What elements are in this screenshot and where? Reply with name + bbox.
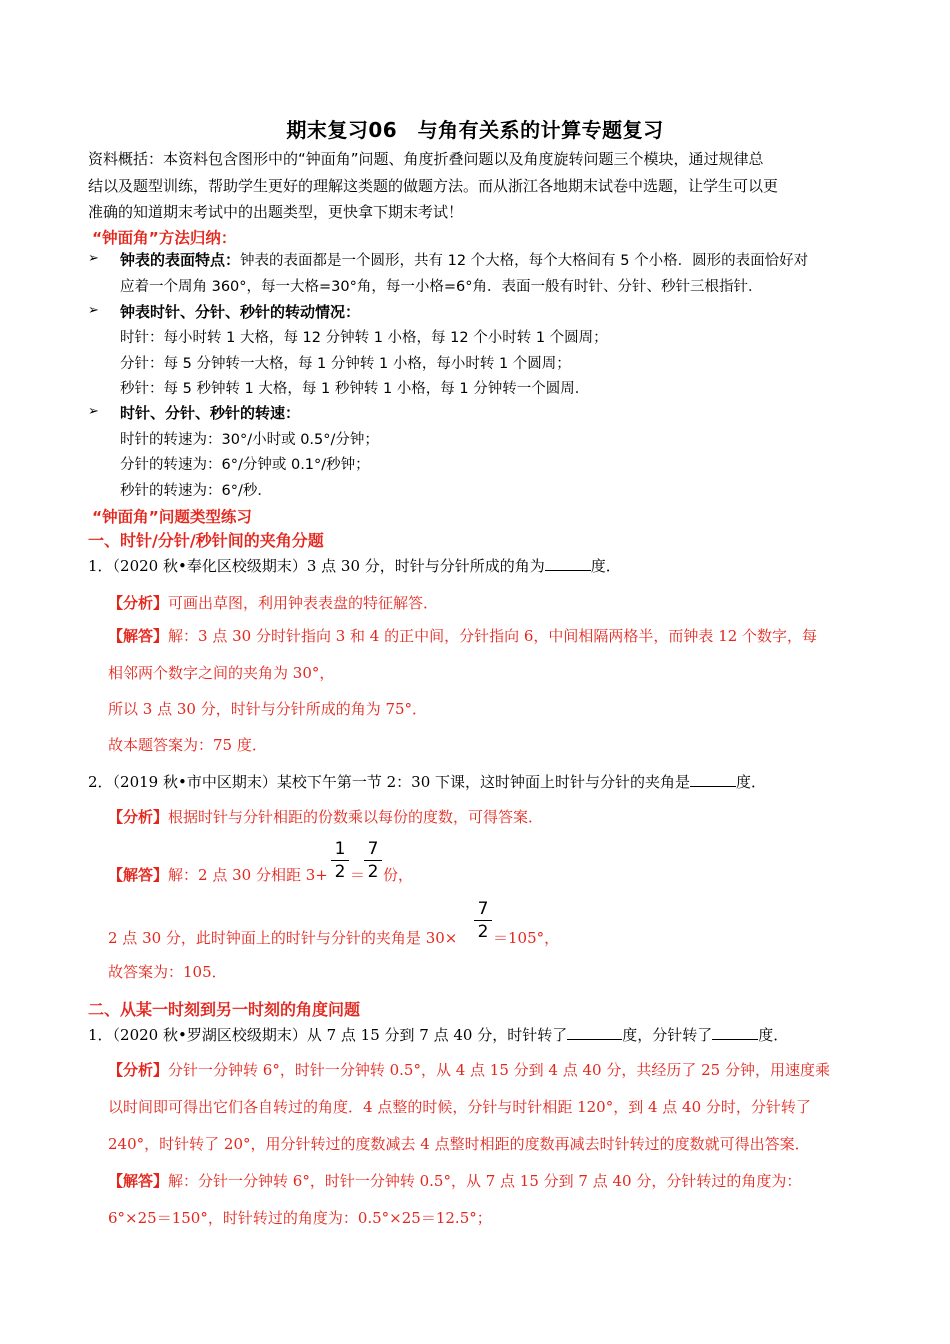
solution-line: 故本题答案为：75 度． [108,736,267,754]
analysis-line [108,1059,830,1080]
question-text: （2020 秋•罗湖区校级期末）从 7 点 15 分到 7 点 40 分，时针转了 [112,1026,568,1044]
question-number: 1． [88,1026,113,1044]
analysis-tag: 【分析】 [108,1061,169,1079]
solution-tag: 【解答】 [108,1172,169,1190]
question-number: 1． [88,557,113,575]
solution-line [108,625,817,646]
analysis-line [108,806,543,827]
fraction-bar [474,920,492,921]
bullet-line [120,249,808,270]
question-text: 度，分针转了 [622,1026,713,1044]
question-text: 度． [736,773,767,791]
solution-line: 相邻两个数字之间的夹角为 30°， [108,664,335,682]
intro-line: 准确的知道期末考试中的出题类型，更快拿下期末考试！ [88,203,464,221]
analysis-text: 可画出草图，利用钟表表盘的特征解答． [168,594,439,612]
question-line [88,771,766,792]
solution-text: 解：分针一分钟转 6°，时针一分钟转 0.5°，从 7 点 15 分到 7 点 40 分，分针转过的角度为： [168,1172,802,1190]
arrow-icon: ➢ [88,251,99,266]
bullet-line: 时针的转速为：30°/小时或 0.5°/分钟； [120,432,379,448]
question-number: 2． [88,773,113,791]
solution-text: 份， [383,866,414,884]
answer-blank [690,772,736,787]
answer-blank [567,1025,622,1040]
fraction-denominator: 2 [477,922,489,942]
practice-heading: “钟面角”问题类型练习 [92,508,252,526]
question-text: （2020 秋•奉化区校级期末）3 点 30 分，时针与分针所成的角为 [112,557,545,575]
analysis-line: 以时间即可得出它们各自转过的角度．4 点整的时候，分针与时针相距 120°，到 4 点 40 分时，分针转了 [108,1098,811,1116]
question-text: 度． [590,557,621,575]
analysis-tag: 【分析】 [108,808,169,826]
analysis-line: 240°，时针转了 20°，用分针转过的度数减去 4 点整时相距的度数再减去时针转过的度数就可得出答案． [108,1135,810,1153]
solution-line: 所以 3 点 30 分，时针与分针所成的角为 75°． [108,700,428,718]
solution-line: 故答案为：105． [108,963,227,981]
analysis-line [108,592,438,613]
solution-line [108,864,328,885]
fraction-bar [331,860,349,861]
fraction [364,839,382,882]
bullet-line: 分针：每 5 分钟转一大格，每 1 分钟转 1 小格，每小时转 1 个圆周； [120,356,571,372]
bullet-line: 应着一个周角 360°，每一大格=30°角，每一小格=6°角．表面一般有时针、分针、秒针三根指针． [120,279,763,295]
question-text: 度． [758,1026,789,1044]
fraction-bar [364,860,382,861]
bullet-line: 秒针的转速为：6°/秒． [120,483,272,499]
analysis-text: 根据时针与分针相距的份数乘以每份的度数，可得答案． [168,808,544,826]
solution-tag: 【解答】 [108,866,169,884]
solution-line: 2 点 30 分，此时钟面上的时针与分针的夹角是 30× [108,929,458,947]
solution-text: 解：3 点 30 分时针指向 3 和 4 的正中间，分针指向 6，中间相隔两格半，而钟表 12 个数字，每 [168,627,818,645]
bullet-heading: 钟表的表面特点： [120,251,241,269]
page-title: 期末复习06 与角有关系的计算专题复习 [286,118,664,142]
section-heading: 二、从某一时刻到另一时刻的角度问题 [88,1000,361,1019]
answer-blank [712,1025,758,1040]
solution-text: ＝ [350,866,366,884]
bullet-line: 分针的转速为：6°/分钟或 0.1°/秒钟； [120,457,370,473]
solution-text: ＝105°， [493,929,560,947]
question-text: （2019 秋•市中区期末）某校下午第一节 2：30 下课，这时钟面上时针与分针的夹角是 [112,773,691,791]
question-line [88,555,621,576]
method-heading: “钟面角”方法归纳： [92,229,237,247]
answer-blank [545,556,591,571]
intro-line: 资料概括：本资料包含图形中的“钟面角”问题、角度折叠问题以及角度旋转问题三个模块，通过规律总 [88,150,764,168]
fraction-numerator: 1 [334,839,346,859]
bullet-text: 钟表的表面都是一个圆形，共有 12 个大格，每个大格间有 5 个小格．圆形的表面恰好对 [240,253,809,269]
solution-line [108,1170,801,1191]
bullet-line: 时针：每小时转 1 大格，每 12 分钟转 1 小格，每 12 个小时转 1 个圆周； [120,330,608,346]
fraction [474,899,492,942]
fraction-numerator: 7 [367,839,379,859]
analysis-text: 分针一分钟转 6°，时针一分钟转 0.5°，从 4 点 15 分到 4 点 40 分，共经历了 25 分钟，用速度乘 [168,1061,830,1079]
question-line [88,1024,788,1045]
arrow-icon: ➢ [88,404,99,419]
section-heading: 一、时针/分针/秒针间的夹角分题 [88,531,324,550]
analysis-tag: 【分析】 [108,594,169,612]
fraction [331,839,349,882]
intro-line: 结以及题型训练，帮助学生更好的理解这类题的做题方法。而从浙江各地期末试卷中选题，让学生可以更 [88,177,779,195]
fraction-denominator: 2 [367,862,379,882]
bullet-heading: 时针、分针、秒针的转速： [120,404,301,422]
solution-line: 6°×25＝150°，时针转过的角度为：0.5°×25＝12.5°； [108,1209,492,1227]
bullet-heading: 钟表时针、分针、秒针的转动情况： [120,303,361,321]
solution-tag: 【解答】 [108,627,169,645]
fraction-numerator: 7 [477,899,489,919]
fraction-denominator: 2 [334,862,346,882]
arrow-icon: ➢ [88,303,99,318]
solution-text: 解：2 点 30 分相距 3+ [168,866,328,884]
bullet-line: 秒针：每 5 秒钟转 1 大格，每 1 秒钟转 1 小格，每 1 分钟转一个圆周． [120,381,590,397]
